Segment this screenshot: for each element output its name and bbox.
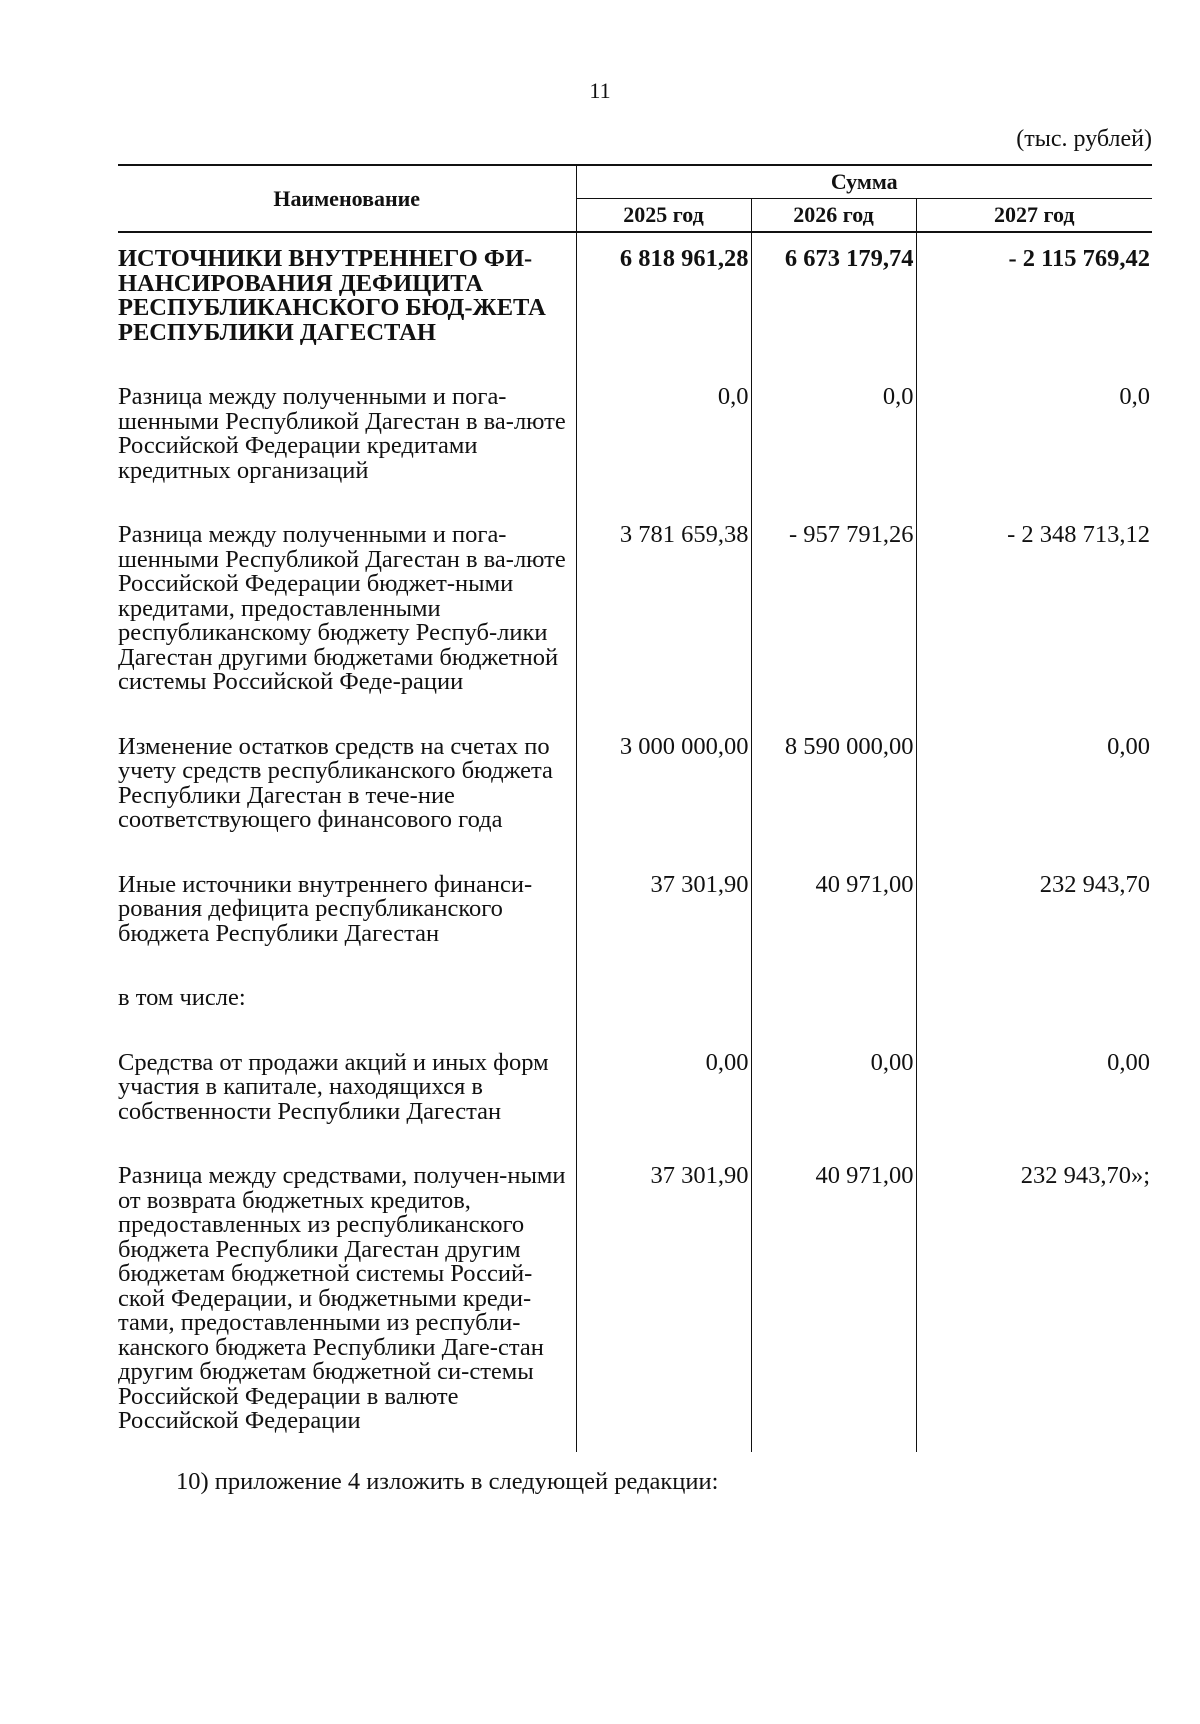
row-name: Разница между полученными и пога-шенными Республикой Дагестан в ва-люте Российской Федерации кредитами кредитных организаций [118, 383, 566, 484]
cell-2025: 0,00 [576, 1051, 751, 1125]
cell-2027: 0,00 [916, 1051, 1152, 1125]
row-name: ИСТОЧНИКИ ВНУТРЕННЕГО ФИ-НАНСИРОВАНИЯ ДЕФИЦИТА РЕСПУБЛИКАНСКОГО БЮД-ЖЕТА РЕСПУБЛИКИ ДАГЕСТАН [118, 245, 546, 346]
cell-2026: 0,00 [751, 1051, 916, 1125]
row-name: в том числе: [118, 984, 246, 1011]
page-number: 11 [589, 78, 611, 103]
row-name: Средства от продажи акций и иных форм участия в капитале, находящихся в собственности Республики Дагестан [118, 1048, 549, 1125]
table-row [118, 1051, 1152, 1125]
table-row [118, 1164, 1152, 1434]
cell-2025: 37 301,90 [576, 1164, 751, 1434]
table-row [118, 385, 1152, 483]
cell-2026: 40 971,00 [751, 873, 916, 947]
financing-sources-table [118, 164, 1152, 1452]
cell-2026: 8 590 000,00 [751, 735, 916, 833]
cell-2027: 232 943,70 [916, 873, 1152, 947]
row-name: Разница между полученными и пога-шенными Республикой Дагестан в ва-люте Российской Федерации бюджет-ными кредитами, предоставленными республиканскому бюджету Респуб-лики Дагестан другими бюджетами бюджетной системы Российской Феде-рации [118, 521, 566, 695]
cell-2026 [751, 986, 916, 1011]
table-row [118, 735, 1152, 833]
cell-2026: 0,0 [751, 385, 916, 483]
cell-2027: 0,00 [916, 735, 1152, 833]
cell-2025 [576, 986, 751, 1011]
cell-2025: 3 000 000,00 [576, 735, 751, 833]
cell-2026: - 957 791,26 [751, 523, 916, 695]
table-row [118, 986, 1152, 1011]
cell-2027: 232 943,70»; [916, 1164, 1152, 1434]
cell-2026: 6 673 179,74 [751, 247, 916, 345]
row-name: Разница между средствами, получен-ными от возврата бюджетных кредитов, предоставленных из республиканского бюджета Республики Дагестан другим бюджетам бюджетной системы Россий-ской Федерации, и бюджетными креди-тами, предоставленными из республи-канского бюджета Республики Даге-стан другим бюджетам бюджетной си-стемы Российской Федерации в валюте Российской Федерации [118, 1162, 566, 1434]
header-name: Наименование [118, 165, 576, 232]
cell-2025: 37 301,90 [576, 873, 751, 947]
cell-2025: 6 818 961,28 [576, 247, 751, 345]
header-year-2027: 2027 год [916, 199, 1152, 233]
row-name: Иные источники внутреннего финанси-рования дефицита республиканского бюджета Республики Дагестан [118, 870, 533, 947]
cell-2027: - 2 348 713,12 [916, 523, 1152, 695]
header-sum: Сумма [576, 165, 1152, 199]
cell-2027: 0,0 [916, 385, 1152, 483]
cell-2027: - 2 115 769,42 [916, 247, 1152, 345]
table-row [118, 523, 1152, 695]
row-name: Изменение остатков средств на счетах по учету средств республиканского бюджета Республики Дагестан в тече-ние соответствующего финансового года [118, 732, 553, 833]
cell-2025: 0,0 [576, 385, 751, 483]
units-label: (тыс. рублей) [1016, 126, 1152, 152]
header-year-2025: 2025 год [576, 199, 751, 233]
cell-2025: 3 781 659,38 [576, 523, 751, 695]
table-row [118, 873, 1152, 947]
footer-note: 10) приложение 4 изложить в следующей редакции: [176, 1468, 719, 1495]
table-row [118, 247, 1152, 345]
cell-2027 [916, 986, 1152, 1011]
cell-2026: 40 971,00 [751, 1164, 916, 1434]
header-year-2026: 2026 год [751, 199, 916, 233]
